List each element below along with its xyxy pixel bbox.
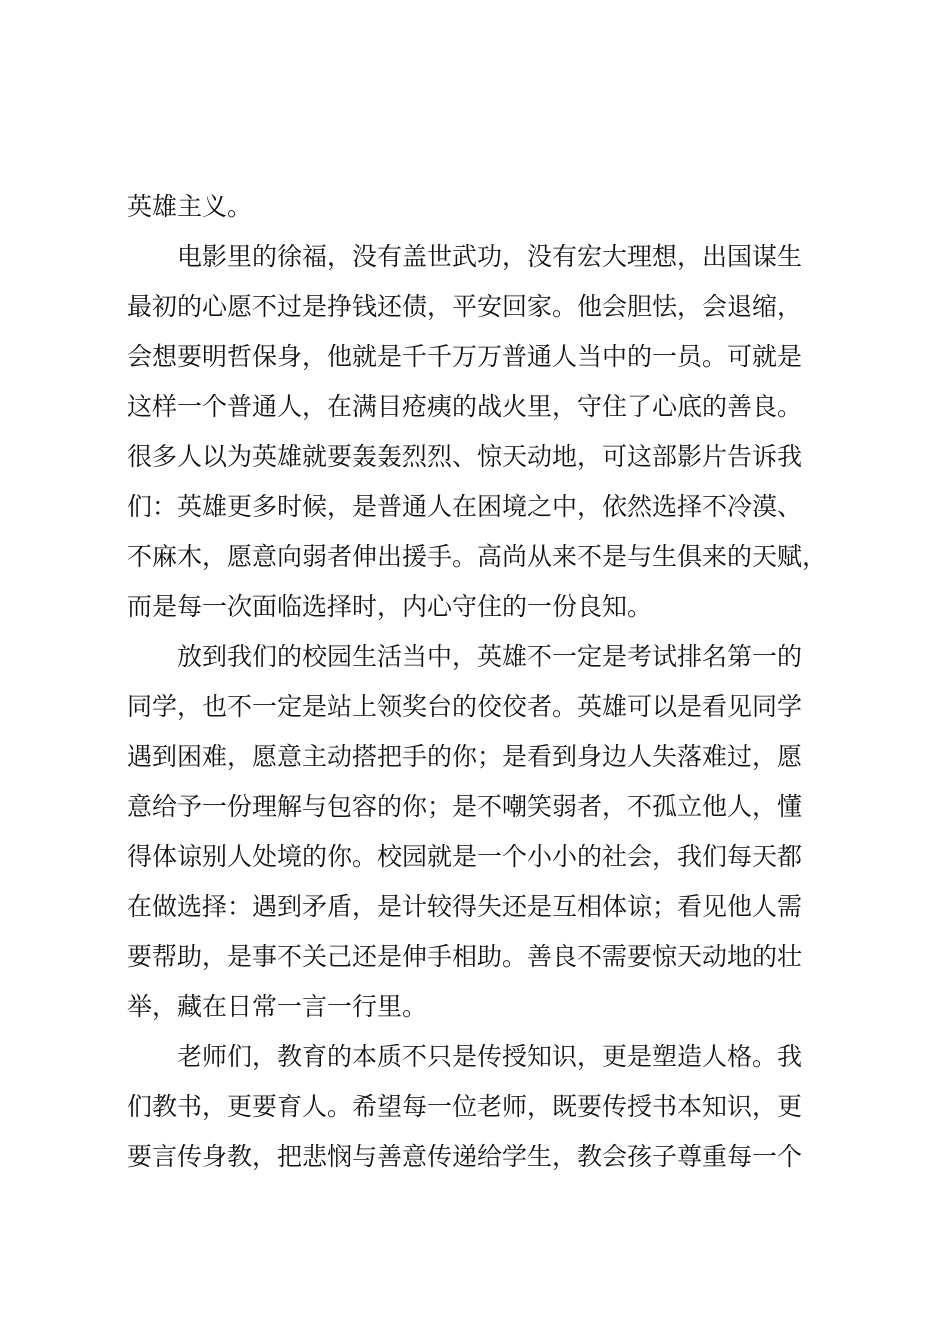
- text-line: 要言传身教，把悲悯与善意传递给学生，教会孩子尊重每一个: [127, 1142, 803, 1171]
- text-line: 最初的心愿不过是挣钱还债，平安回家。他会胆怯，会退缩，: [127, 292, 803, 321]
- text-line: 同学，也不一定是站上领奖台的佼佼者。英雄可以是看见同学: [127, 692, 803, 721]
- document-body: [127, 182, 847, 1182]
- text-line: 们：英雄更多时候，是普通人在困境之中，依然选择不冷漠、: [127, 492, 803, 521]
- text-line: 在做选择：遇到矛盾，是计较得失还是互相体谅；看见他人需: [127, 892, 803, 921]
- text-line: 很多人以为英雄就要轰轰烈烈、惊天动地，可这部影片告诉我: [127, 442, 803, 471]
- text-line: 举，藏在日常一言一行里。: [127, 992, 428, 1021]
- text-line: 放到我们的校园生活当中，英雄不一定是考试排名第一的: [127, 642, 803, 671]
- text-line: 英雄主义。: [127, 192, 253, 221]
- text-line: 得体谅别人处境的你。校园就是一个小小的社会，我们每天都: [127, 842, 803, 871]
- text-line: 不麻木，愿意向弱者伸出援手。高尚从来不是与生俱来的天赋，: [127, 542, 828, 571]
- text-line: 遇到困难，愿意主动搭把手的你；是看到身边人失落难过，愿: [127, 742, 803, 771]
- text-line: 电影里的徐福，没有盖世武功，没有宏大理想，出国谋生: [127, 242, 803, 271]
- text-line: 会想要明哲保身，他就是千千万万普通人当中的一员。可就是: [127, 342, 803, 371]
- text-line: 们教书，更要育人。希望每一位老师，既要传授书本知识，更: [127, 1092, 803, 1121]
- text-line: 这样一个普通人，在满目疮痍的战火里，守住了心底的善良。: [127, 392, 803, 421]
- text-line: 要帮助，是事不关己还是伸手相助。善良不需要惊天动地的壮: [127, 942, 803, 971]
- text-line: 而是每一次面临选择时，内心守住的一份良知。: [127, 592, 653, 621]
- text-line: 意给予一份理解与包容的你；是不嘲笑弱者，不孤立他人，懂: [127, 792, 803, 821]
- text-line: 老师们，教育的本质不只是传授知识，更是塑造人格。我: [127, 1042, 803, 1071]
